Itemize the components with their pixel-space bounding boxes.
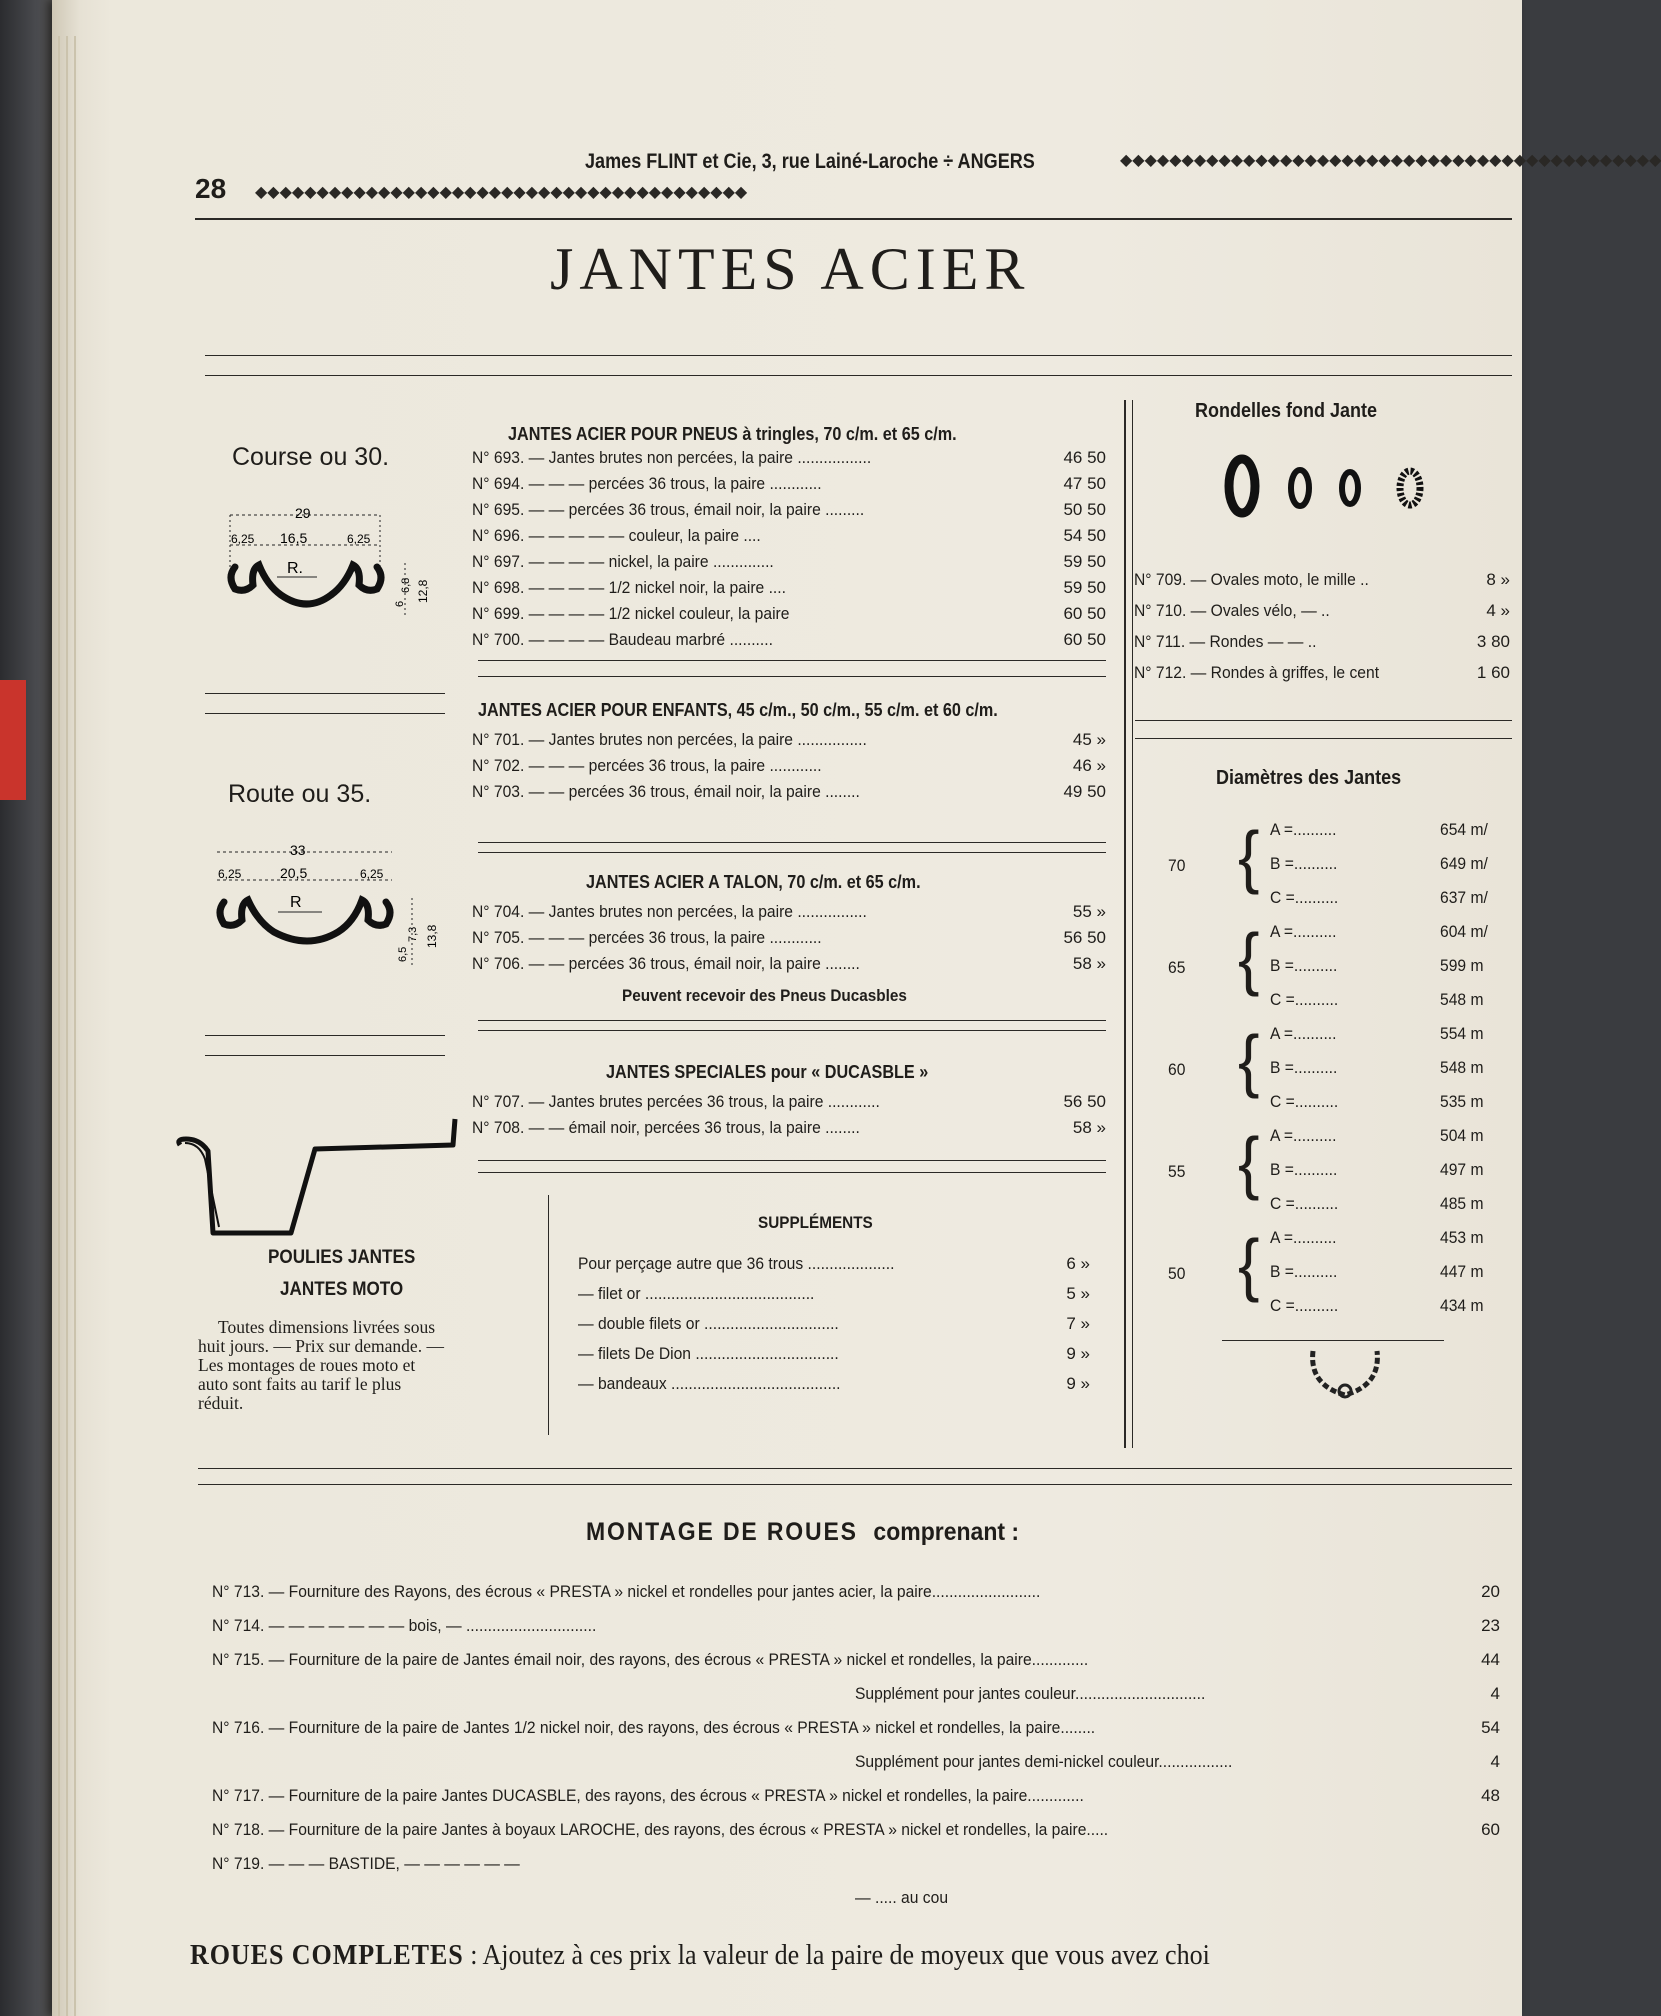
price-value: 46 » xyxy=(1072,756,1106,775)
diameter-key: C =.......... xyxy=(1270,990,1339,1009)
column-divider xyxy=(1124,400,1126,1448)
svg-text:12,8: 12,8 xyxy=(416,579,430,603)
svg-text:6,25: 6,25 xyxy=(218,867,242,881)
company-address: James FLINT et Cie, 3, rue Lainé-Laroche ÷ ANGERS xyxy=(585,150,1035,173)
svg-text:13,8: 13,8 xyxy=(425,924,439,948)
page-leaf-edge xyxy=(58,36,60,2016)
diameter-value: 604 m/ xyxy=(1440,922,1488,941)
poulies-description xyxy=(198,1318,508,1413)
svg-text:33: 33 xyxy=(290,842,306,858)
jantes-moto-title: JANTES MOTO xyxy=(280,1279,404,1300)
section-rule xyxy=(478,852,1106,853)
supplement-row: — bandeaux ....................................... xyxy=(578,1374,841,1393)
supplements-title: SUPPLÉMENTS xyxy=(758,1213,873,1232)
montage-price: 20 xyxy=(1481,1582,1500,1601)
diameter-value: 649 m/ xyxy=(1440,854,1488,873)
svg-text:7,3: 7,3 xyxy=(407,926,419,942)
diameter-value: 554 m xyxy=(1440,1024,1484,1043)
supplement-price: 7 » xyxy=(1066,1314,1090,1333)
description-line: huit jours. — Prix sur demande. — xyxy=(198,1336,444,1356)
diameter-value: 504 m xyxy=(1440,1126,1484,1145)
price-value: 55 » xyxy=(1072,902,1106,921)
page-leaf-edge xyxy=(66,36,68,2016)
price-row: N° 696. — — — — — couleur, la paire .... xyxy=(472,526,761,545)
section-title: JANTES ACIER POUR PNEUS à tringles, 70 c/m. et 65 c/m. xyxy=(508,424,957,444)
title-rule xyxy=(205,355,1512,356)
page-header xyxy=(195,140,1661,204)
left-rule xyxy=(205,693,445,694)
supplement-row: Pour perçage autre que 36 trous .................... xyxy=(578,1254,895,1273)
footer-text: : Ajoutez à ces prix la valeur de la paire de moyeux que vous avez choi xyxy=(470,1940,1210,1971)
diamond-ornament: ◆◆◆◆◆◆◆◆◆◆◆◆◆◆◆◆◆◆◆◆◆◆◆◆◆◆◆◆◆◆◆◆◆◆◆◆◆◆◆◆ xyxy=(255,184,748,201)
column-divider xyxy=(1132,400,1133,1448)
header-rule xyxy=(195,218,1512,220)
rondelle-price: 4 » xyxy=(1486,601,1510,620)
diameter-size: 50 xyxy=(1168,1264,1186,1283)
montage-price: 44 xyxy=(1481,1650,1500,1669)
price-row: N° 704. — Jantes brutes non percées, la paire ................ xyxy=(472,902,867,921)
left-rule xyxy=(205,1055,445,1056)
montage-row: Supplément pour jantes demi-nickel couleur................. xyxy=(855,1752,1233,1771)
diametres-title: Diamètres des Jantes xyxy=(1216,767,1402,789)
montage-title xyxy=(586,1518,1019,1547)
price-row: N° 702. — — — percées 36 trous, la paire ............ xyxy=(472,756,822,775)
price-row: N° 705. — — — percées 36 trous, la paire ............ xyxy=(472,928,822,947)
description-line: réduit. xyxy=(198,1393,244,1413)
diameter-key: B =.......... xyxy=(1270,1058,1338,1077)
poulies-title: POULIES JANTES xyxy=(268,1247,416,1268)
footer-line xyxy=(190,1940,1210,1972)
price-value: 56 50 xyxy=(1063,1092,1106,1111)
rondelle-row: N° 709. — Ovales moto, le mille .. xyxy=(1134,570,1369,589)
rim-profile-course-diagram xyxy=(225,505,445,645)
rondelle-row: N° 711. — Rondes — — .. xyxy=(1134,632,1317,651)
montage-row: N° 719. — — — BASTIDE, — — — — — — xyxy=(212,1854,520,1873)
supplement-row: — filet or ....................................... xyxy=(578,1284,815,1303)
price-value: 54 50 xyxy=(1063,526,1106,545)
price-row: N° 706. — — percées 36 trous, émail noir, la paire ........ xyxy=(472,954,860,973)
price-value: 45 » xyxy=(1072,730,1106,749)
price-value: 59 50 xyxy=(1063,552,1106,571)
edge-label-mark xyxy=(0,680,26,800)
montage-row: N° 718. — Fourniture de la paire Jantes à boyaux LAROCHE, des rayons, des écrous « PRESTA » nickel et rondelles, la paire..... xyxy=(212,1820,1109,1839)
price-row: N° 708. — — émail noir, percées 36 trous, la paire ........ xyxy=(472,1118,860,1137)
svg-text:6,25: 6,25 xyxy=(231,532,255,546)
montage-row: — ..... au cou xyxy=(855,1888,949,1907)
supplement-price: 9 » xyxy=(1066,1374,1090,1393)
svg-text:6,8: 6,8 xyxy=(400,577,412,593)
price-value: 46 50 xyxy=(1063,448,1106,467)
description-line: auto sont faits au tarif le plus xyxy=(198,1374,402,1394)
montage-price: 4 xyxy=(1490,1684,1500,1703)
rim-profile-route-diagram xyxy=(212,840,452,980)
left-rule xyxy=(205,1035,445,1036)
diameter-size: 65 xyxy=(1168,958,1186,977)
brace-glyph: { xyxy=(1238,1123,1260,1201)
brace-glyph: { xyxy=(1238,919,1260,997)
wreath-ornament xyxy=(1305,1345,1385,1401)
montage-row: Supplément pour jantes couleur.............................. xyxy=(855,1684,1206,1703)
diameter-value: 535 m xyxy=(1440,1092,1484,1111)
section-note: Peuvent recevoir des Pneus Ducasbles xyxy=(622,986,907,1005)
profile-route-label: Route ou 35. xyxy=(228,780,372,808)
diameter-key: A =.......... xyxy=(1270,922,1337,941)
price-value: 60 50 xyxy=(1063,630,1106,649)
price-row: N° 695. — — percées 36 trous, émail noir, la paire ......... xyxy=(472,500,865,519)
rondelle-price: 3 80 xyxy=(1476,632,1510,651)
price-value: 49 50 xyxy=(1063,782,1106,801)
diameter-value: 637 m/ xyxy=(1440,888,1488,907)
ornament-rule xyxy=(1222,1340,1444,1341)
footer-bold: ROUES COMPLETES xyxy=(190,1940,464,1971)
price-row: N° 707. — Jantes brutes percées 36 trous, la paire ............ xyxy=(472,1092,880,1111)
diameter-key: B =.......... xyxy=(1270,1262,1338,1281)
montage-row: N° 716. — Fourniture de la paire de Jantes 1/2 nickel noir, des rayons, des écrous « PRESTA » nickel et rondelles, la paire........ xyxy=(212,1718,1096,1737)
diameter-value: 548 m xyxy=(1440,1058,1484,1077)
price-value: 56 50 xyxy=(1063,928,1106,947)
svg-text:6,5: 6,5 xyxy=(397,946,409,962)
montage-price: 54 xyxy=(1481,1718,1500,1737)
montage-price: 48 xyxy=(1481,1786,1500,1805)
price-value: 59 50 xyxy=(1063,578,1106,597)
montage-price: 60 xyxy=(1481,1820,1500,1839)
montage-row: N° 717. — Fourniture de la paire Jantes DUCASBLE, des rayons, des écrous « PRESTA » nickel et rondelles, la paire............. xyxy=(212,1786,1084,1805)
svg-text:6,25: 6,25 xyxy=(360,867,384,881)
section-title: JANTES SPECIALES pour « DUCASBLE » xyxy=(606,1062,929,1082)
montage-price: 23 xyxy=(1481,1616,1500,1635)
diameter-key: A =.......... xyxy=(1270,1126,1337,1145)
price-row: N° 693. — Jantes brutes non percées, la paire ................. xyxy=(472,448,872,467)
price-row: N° 701. — Jantes brutes non percées, la paire ................ xyxy=(472,730,867,749)
svg-text:20,5: 20,5 xyxy=(280,865,308,881)
montage-row: N° 715. — Fourniture de la paire de Jantes émail noir, des rayons, des écrous « PRESTA » nickel et rondelles, la paire............. xyxy=(212,1650,1089,1669)
diameter-value: 599 m xyxy=(1440,956,1484,975)
section-title: JANTES ACIER A TALON, 70 c/m. et 65 c/m. xyxy=(586,872,921,892)
diameter-value: 453 m xyxy=(1440,1228,1484,1247)
title-rule xyxy=(205,375,1512,376)
svg-text:6,25: 6,25 xyxy=(347,532,371,546)
diameter-value: 485 m xyxy=(1440,1194,1484,1213)
montage-title-sub: comprenant : xyxy=(873,1518,1020,1546)
brace-glyph: { xyxy=(1238,1021,1260,1099)
brace-glyph: { xyxy=(1238,817,1260,895)
diameter-key: B =.......... xyxy=(1270,854,1338,873)
washer-icons xyxy=(1220,446,1440,526)
brace-glyph: { xyxy=(1238,1225,1260,1303)
page-number: 28 xyxy=(195,173,227,204)
rondelle-row: N° 712. — Rondes à griffes, le cent xyxy=(1134,663,1380,682)
dim-width: 29 xyxy=(295,505,311,521)
rondelle-price: 8 » xyxy=(1486,570,1510,589)
description-line: Toutes dimensions livrées sous xyxy=(218,1317,436,1337)
section-rule xyxy=(478,1030,1106,1031)
diameter-key: C =.......... xyxy=(1270,1194,1339,1213)
diameter-key: A =.......... xyxy=(1270,1228,1337,1247)
left-rule xyxy=(205,713,445,714)
svg-text:16,5: 16,5 xyxy=(280,530,308,546)
svg-text:6: 6 xyxy=(394,600,406,607)
diameter-key: C =.......... xyxy=(1270,1092,1339,1111)
rondelles-title: Rondelles fond Jante xyxy=(1195,400,1378,422)
diameter-key: C =.......... xyxy=(1270,888,1339,907)
diameter-key: A =.......... xyxy=(1270,1024,1337,1043)
section-rule xyxy=(478,842,1106,843)
montage-row: N° 713. — Fourniture des Rayons, des écrous « PRESTA » nickel et rondelles pour jantes acier, la paire......................... xyxy=(212,1582,1041,1601)
price-value: 58 » xyxy=(1072,1118,1106,1137)
price-row: N° 698. — — — — 1/2 nickel noir, la paire .... xyxy=(472,578,786,597)
section-title: JANTES ACIER POUR ENFANTS, 45 c/m., 50 c/m., 55 c/m. et 60 c/m. xyxy=(478,700,998,720)
supplement-price: 9 » xyxy=(1066,1344,1090,1363)
description-line: Les montages de roues moto et xyxy=(198,1355,416,1375)
montage-title-main: MONTAGE DE ROUES xyxy=(586,1518,858,1546)
price-row: N° 703. — — percées 36 trous, émail noir, la paire ........ xyxy=(472,782,860,801)
right-rule xyxy=(1135,720,1512,721)
diameter-value: 654 m/ xyxy=(1440,820,1488,839)
price-value: 47 50 xyxy=(1063,474,1106,493)
price-value: 58 » xyxy=(1072,954,1106,973)
supplement-price: 5 » xyxy=(1066,1284,1090,1303)
diameter-size: 60 xyxy=(1168,1060,1186,1079)
right-rule xyxy=(1135,738,1512,739)
diameter-value: 497 m xyxy=(1440,1160,1484,1179)
section-rule xyxy=(478,660,1106,661)
montage-rule xyxy=(198,1468,1512,1469)
rondelle-row: N° 710. — Ovales vélo, — .. xyxy=(1134,601,1330,620)
price-value: 60 50 xyxy=(1063,604,1106,623)
diameter-value: 548 m xyxy=(1440,990,1484,1009)
diameter-key: B =.......... xyxy=(1270,1160,1338,1179)
svg-text:R.: R. xyxy=(287,560,303,577)
diameter-size: 70 xyxy=(1168,856,1186,875)
diameter-value: 434 m xyxy=(1440,1296,1484,1315)
price-row: N° 700. — — — — Baudeau marbré .......... xyxy=(472,630,773,649)
supplement-price: 6 » xyxy=(1066,1254,1090,1273)
price-row: N° 699. — — — — 1/2 nickel couleur, la paire xyxy=(472,604,790,623)
diameter-size: 55 xyxy=(1168,1162,1186,1181)
supplement-row: — double filets or ............................... xyxy=(578,1314,839,1333)
section-rule xyxy=(478,676,1106,677)
section-rule xyxy=(478,1172,1106,1173)
section-rule xyxy=(478,1020,1106,1021)
page-leaf-edge xyxy=(74,36,76,2016)
montage-row: N° 714. — — — — — — — bois, — .............................. xyxy=(212,1616,597,1635)
price-value: 50 50 xyxy=(1063,500,1106,519)
price-row: N° 694. — — — percées 36 trous, la paire ............ xyxy=(472,474,822,493)
diameter-key: B =.......... xyxy=(1270,956,1338,975)
price-row: N° 697. — — — — nickel, la paire .............. xyxy=(472,552,774,571)
supplement-row: — filets De Dion ................................. xyxy=(578,1344,839,1363)
profile-course-label: Course ou 30. xyxy=(232,443,390,471)
supplements-divider xyxy=(548,1195,549,1435)
diameter-key: A =.......... xyxy=(1270,820,1337,839)
montage-price: 4 xyxy=(1490,1752,1500,1771)
montage-rule xyxy=(198,1484,1512,1485)
pulley-rim-drawing xyxy=(175,1115,465,1240)
rondelle-price: 1 60 xyxy=(1476,663,1510,682)
page-title: JANTES ACIER xyxy=(550,236,1031,302)
section-rule xyxy=(478,1160,1106,1161)
diameter-key: C =.......... xyxy=(1270,1296,1339,1315)
svg-text:R: R xyxy=(290,894,302,911)
diameter-value: 447 m xyxy=(1440,1262,1484,1281)
diamond-ornament: ◆◆◆◆◆◆◆◆◆◆◆◆◆◆◆◆◆◆◆◆◆◆◆◆◆◆◆◆◆◆◆◆◆◆◆◆◆◆◆◆◆◆◆◆ xyxy=(1120,152,1661,169)
